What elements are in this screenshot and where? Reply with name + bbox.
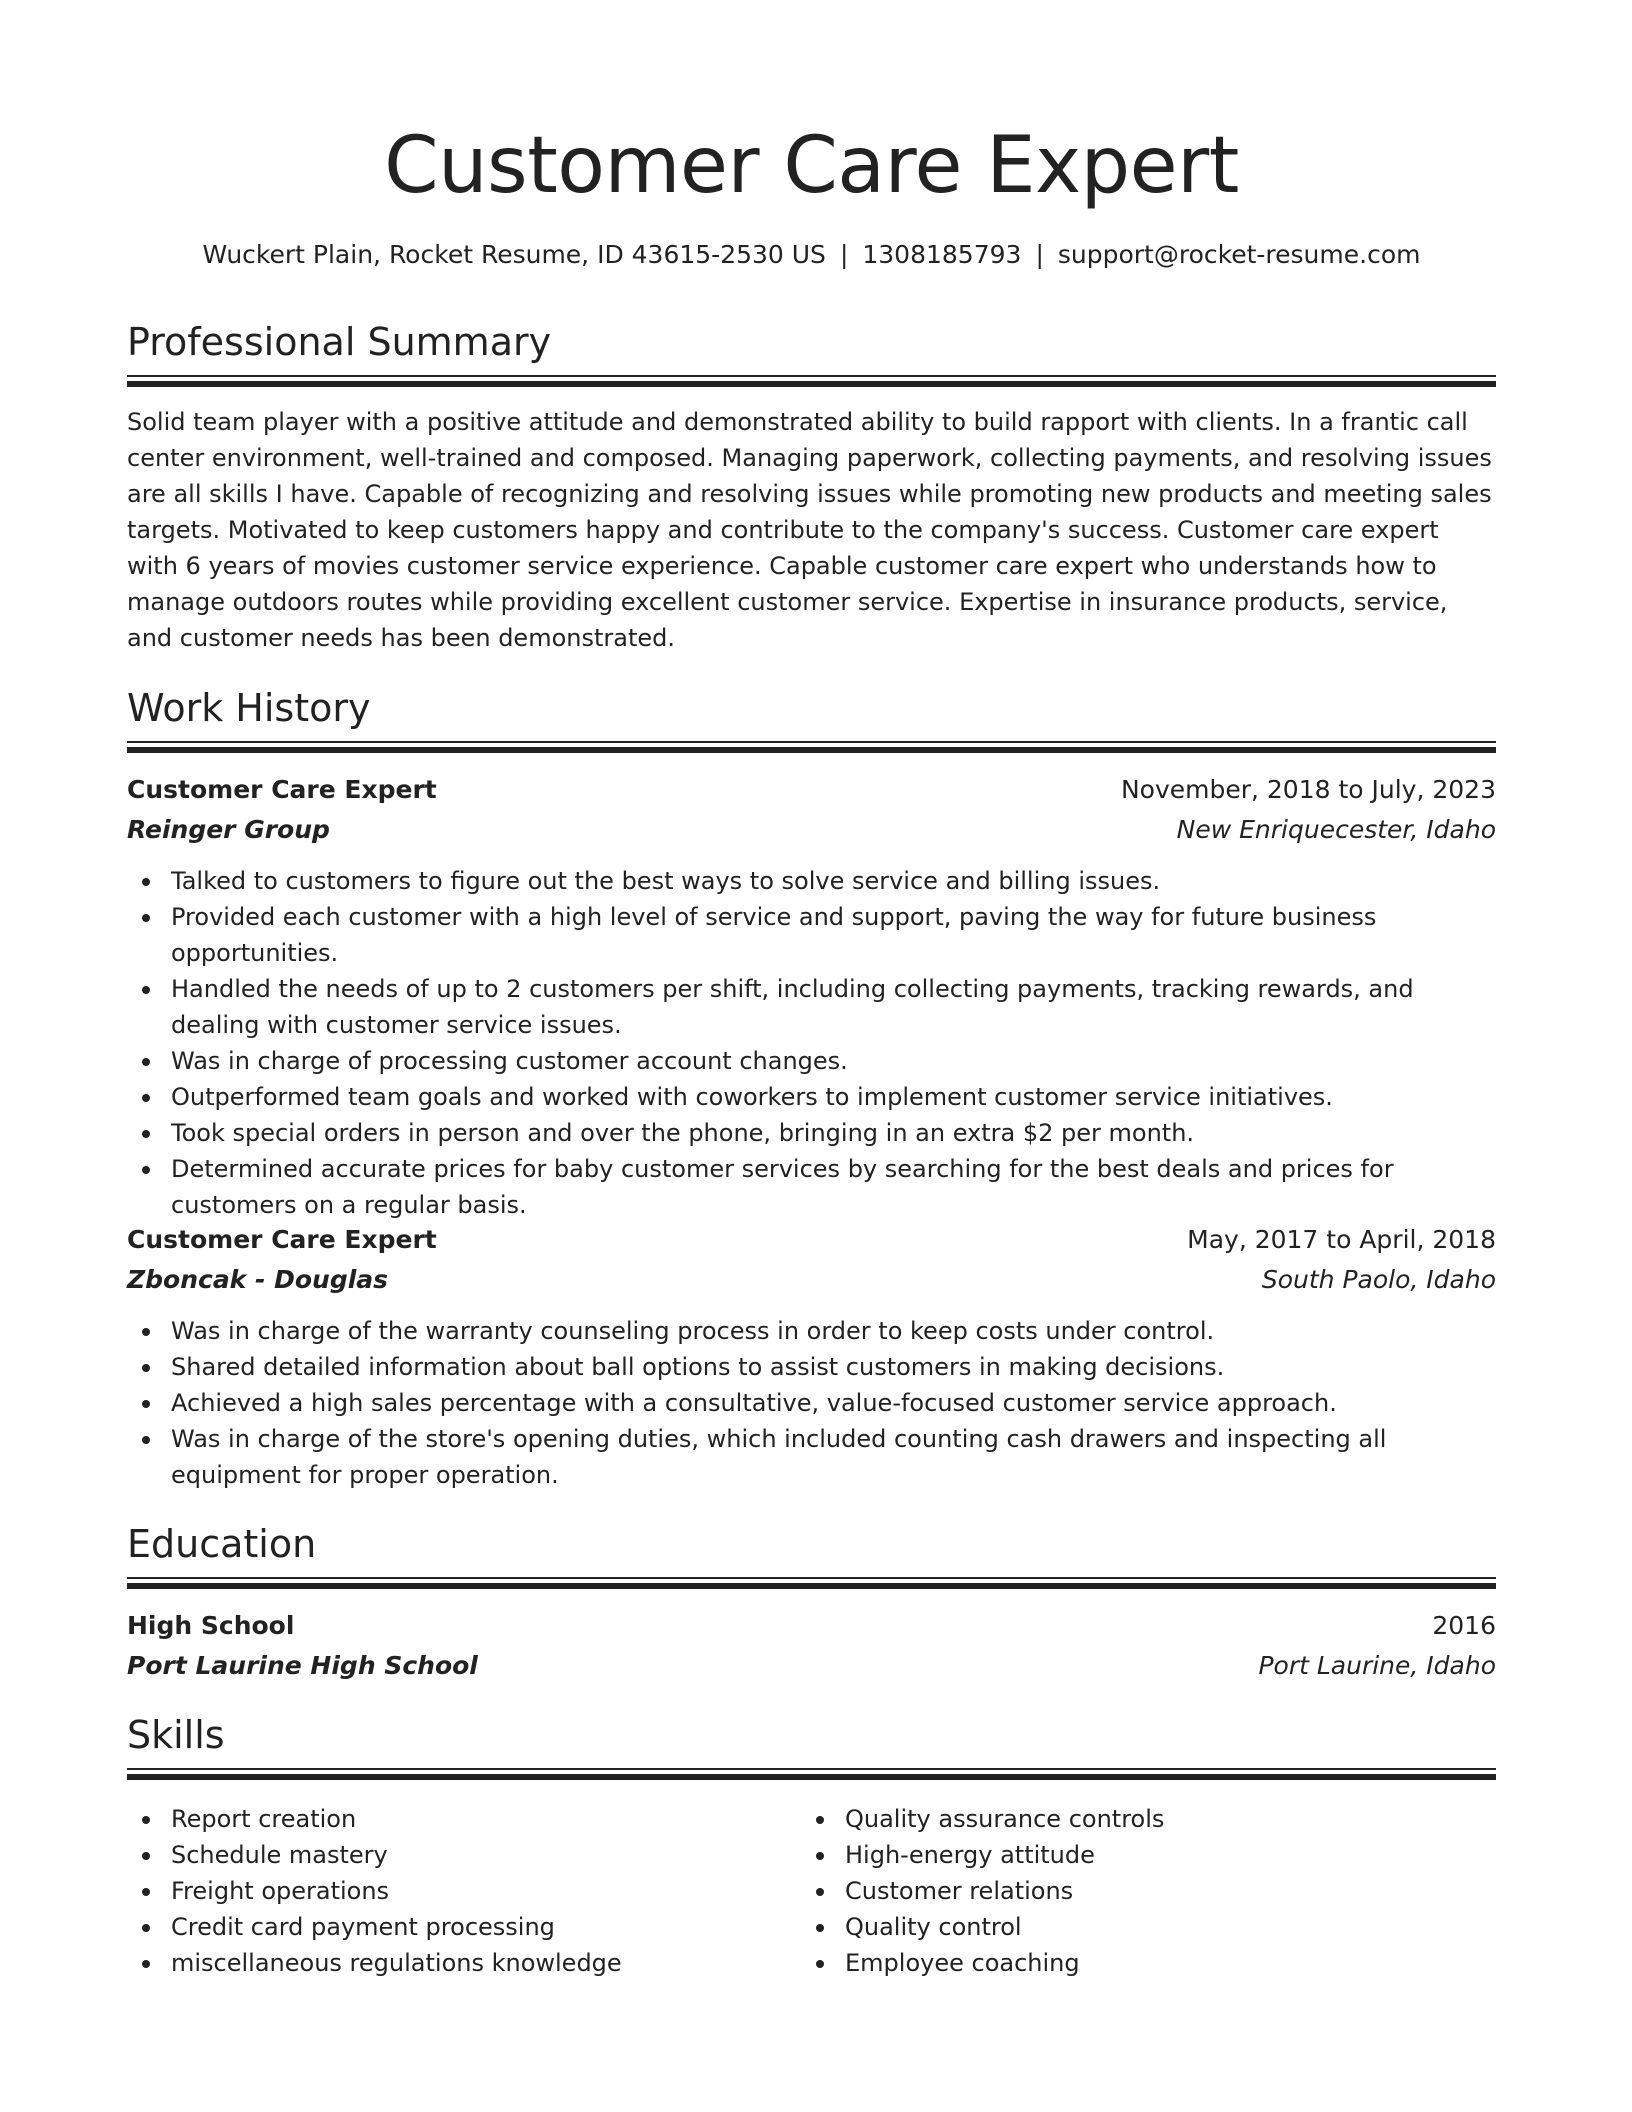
resume-name: Customer Care Expert xyxy=(384,121,1239,211)
job-bullet: Shared detailed information about ball options to assist customers in making decisions. xyxy=(171,1349,1496,1385)
job-bullet-list xyxy=(127,863,1496,1223)
job-company: Reinger Group xyxy=(127,815,330,844)
skill-item: Employee coaching xyxy=(845,1945,1441,1981)
contact-email: support@rocket-resume.com xyxy=(1057,240,1421,269)
skill-item: Freight operations xyxy=(171,1873,767,1909)
skill-item: High-energy attitude xyxy=(845,1837,1441,1873)
job-bullet: Took special orders in person and over the phone, bringing in an extra $2 per month. xyxy=(171,1115,1496,1151)
job-bullet: Was in charge of the warranty counseling process in order to keep costs under control. xyxy=(171,1313,1496,1349)
section-divider xyxy=(127,1768,1496,1780)
job-company: Zboncak - Douglas xyxy=(127,1265,389,1294)
job-bullet: Achieved a high sales percentage with a consultative, value-focused customer service approach. xyxy=(171,1385,1496,1421)
skill-item: Credit card payment processing xyxy=(171,1909,767,1945)
skill-item: miscellaneous regulations knowledge xyxy=(171,1945,767,1981)
job-bullet: Handled the needs of up to 2 customers per shift, including collecting payments, tracking rewards, and dealing with customer service issues. xyxy=(171,971,1496,1043)
job-role: Customer Care Expert xyxy=(127,1225,437,1254)
education-year: 2016 xyxy=(1432,1611,1496,1640)
education-header xyxy=(127,1607,1496,1645)
contact-address: Wuckert Plain, Rocket Resume, ID 43615-2530 US xyxy=(202,240,826,269)
section-title-skills: Skills xyxy=(127,1713,225,1757)
job-bullet: Determined accurate prices for baby customer services by searching for the best deals and prices for customers on a regular basis. xyxy=(171,1151,1496,1223)
job-header xyxy=(127,771,1496,809)
section-title-work: Work History xyxy=(127,686,371,730)
job-subheader xyxy=(127,811,1496,849)
skills-list-left xyxy=(127,1801,767,1981)
job-bullet: Outperformed team goals and worked with coworkers to implement customer service initiatives. xyxy=(171,1079,1496,1115)
summary-text: Solid team player with a positive attitude and demonstrated ability to build rapport with clients. In a frantic call center environment, well-trained and composed. Managing paperwork, collecting payments, and resolving issues are all skills I have. Capable of recognizing and resolving issues while promoting new products and meeting sales targets. Motivated to keep customers happy and contribute to the company's success. Customer care expert with 6 years of movies customer service experience. Capable customer care expert who understands how to manage outdoors routes while providing excellent customer service. Expertise in insurance products, service, and customer needs has been demonstrated. xyxy=(127,408,1492,652)
job-bullet: Talked to customers to figure out the best ways to solve service and billing issues. xyxy=(171,863,1496,899)
job-dates: November, 2018 to July, 2023 xyxy=(1120,775,1496,804)
job-header xyxy=(127,1221,1496,1259)
skill-item: Customer relations xyxy=(845,1873,1441,1909)
section-title-summary: Professional Summary xyxy=(127,320,552,364)
job-dates: May, 2017 to April, 2018 xyxy=(1187,1225,1496,1254)
education-subheader xyxy=(127,1647,1496,1685)
education-location: Port Laurine, Idaho xyxy=(1258,1651,1496,1680)
skill-item: Quality control xyxy=(845,1909,1441,1945)
job-bullet: Was in charge of the store's opening duties, which included counting cash drawers and inspecting all equipment for proper operation. xyxy=(171,1421,1496,1493)
job-subheader xyxy=(127,1261,1496,1299)
job-location: South Paolo, Idaho xyxy=(1261,1265,1496,1294)
education-degree: High School xyxy=(127,1611,295,1640)
job-bullet-list xyxy=(127,1313,1496,1493)
contact-separator: | xyxy=(1035,240,1044,269)
skill-item: Report creation xyxy=(171,1801,767,1837)
section-title-education: Education xyxy=(127,1522,317,1566)
section-divider xyxy=(127,375,1496,387)
education-school: Port Laurine High School xyxy=(127,1651,478,1680)
section-divider xyxy=(127,1577,1496,1589)
contact-phone: 1308185793 xyxy=(862,240,1022,269)
skills-list-right xyxy=(801,1801,1441,1981)
skill-item: Schedule mastery xyxy=(171,1837,767,1873)
job-role: Customer Care Expert xyxy=(127,775,437,804)
section-divider xyxy=(127,741,1496,753)
contact-line xyxy=(127,237,1496,273)
job-bullet: Was in charge of processing customer account changes. xyxy=(171,1043,1496,1079)
job-bullet: Provided each customer with a high level of service and support, paving the way for future business opportunities. xyxy=(171,899,1496,971)
job-location: New Enriquecester, Idaho xyxy=(1176,815,1496,844)
contact-separator: | xyxy=(839,240,849,269)
skill-item: Quality assurance controls xyxy=(845,1801,1441,1837)
